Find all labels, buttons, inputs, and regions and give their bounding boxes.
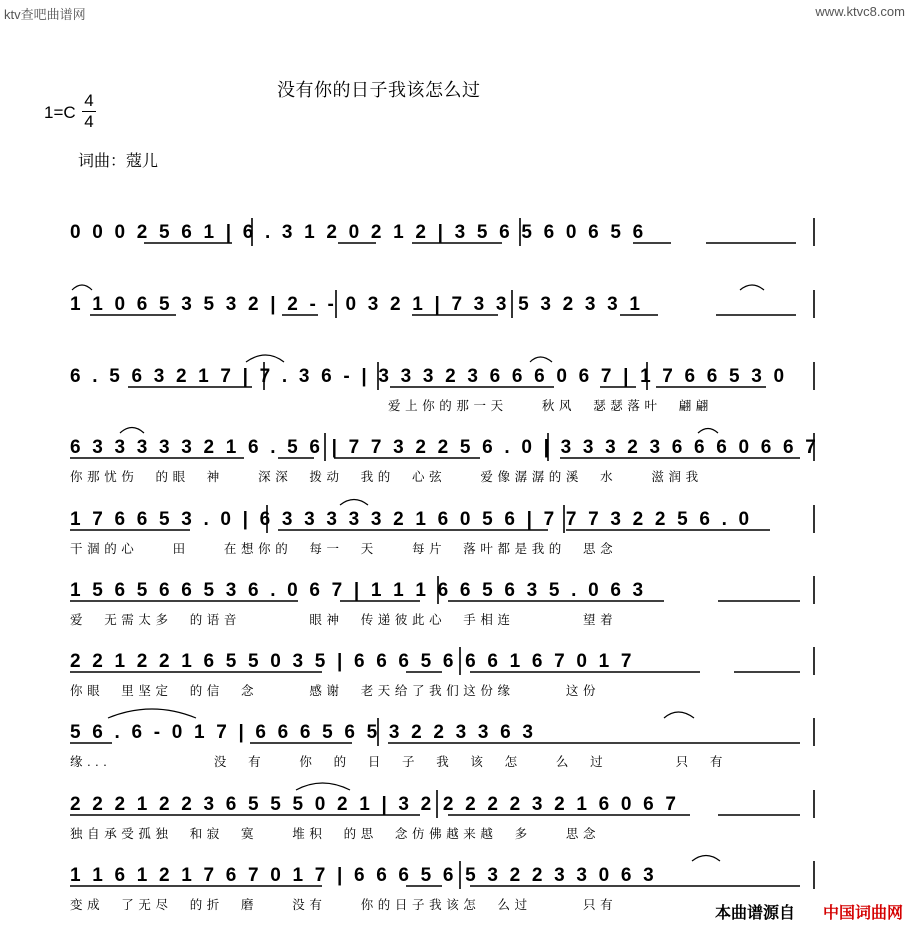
notation-line-4: 6 3 3 3 3 3 2 1 6 . 5 6 | 7 7 3 2 2 5 6 . 0 | 3 3 3 2 3 6 6 6 0 6 6 7	[70, 437, 820, 458]
lyric-line-5: 干涸的心 田 在想你的 每一 天 每片 落叶都是我的 思念	[70, 542, 618, 556]
notation-line-10: 1 1 6 1 2 1 7 6 7 0 1 7 | 6 6 6 5 6 5 3 2 2 3 3 0 6 3	[70, 865, 657, 886]
site-watermark-left[interactable]: ktv查吧曲谱网	[4, 7, 86, 22]
notation-line-8: 5 6 . 6 - 0 1 7 | 6 6 6 5 6 5 3 2 2 3 3 6 3	[70, 722, 537, 743]
lyric-line-4: 你那忧伤 的眼 神 深深 拨动 我的 心弦 爱像潺潺的溪 水 滋润我	[70, 470, 703, 484]
notation-line-3: 6 . 5 6 3 2 1 7 | 7 . 3 6 - | 3 3 3 2 3 6 6 6 0 6 7 | 1 7 6 6 5 3 0	[70, 366, 788, 387]
notation-line-6: 1 5 6 5 6 6 5 3 6 . 0 6 7 | 1 1 1 6 6 5 6 3 5 . 0 6 3	[70, 580, 647, 601]
lyric-line-7: 你眼 里坚定 的信 念 感谢 老天给了我们这份缘 这份	[70, 684, 601, 698]
key-signature: 1=C	[44, 103, 76, 122]
beam-underlines	[70, 243, 800, 886]
slur-ties	[72, 285, 764, 861]
notation-line-7: 2 2 1 2 2 1 6 5 5 0 3 5 | 6 6 6 5 6 6 6 1 6 7 0 1 7	[70, 651, 635, 672]
staff-barlines	[252, 218, 814, 889]
lyric-line-8: 缘... 没 有 你 的 日 子 我 该 怎 么 过 只 有	[70, 755, 727, 769]
footer-source-label: 本曲谱源自	[714, 905, 795, 922]
lyric-line-6: 爱 无需太多 的语音 眼神 传递彼此心 手相连 望着	[70, 613, 618, 627]
time-signature-bottom: 4	[84, 112, 94, 131]
footer-site-name[interactable]: 中国词曲网	[822, 905, 903, 922]
song-title: 没有你的日子我该怎么过	[277, 80, 481, 100]
time-signature-top: 4	[84, 91, 94, 110]
lyric-line-3: 爱上你的那一天 秋风 瑟瑟落叶 翩翩	[388, 399, 713, 413]
notation-line-9: 2 2 2 1 2 2 3 6 5 5 5 0 2 1 | 3 2 2 2 2 2 3 2 1 6 0 6 7	[70, 794, 680, 815]
song-credit: 词曲：蔻儿	[78, 153, 159, 170]
site-watermark-right[interactable]: www.ktvc8.com	[815, 4, 905, 19]
lyric-line-9: 独自承受孤独 和寂 寞 堆积 的思 念仿佛越来越 多 思念	[70, 827, 601, 841]
notation-line-1: 0 0 0 2 5 6 1 | 6 . 3 1 2 0 2 1 2 | 3 5 6 5 6 0 6 5 6	[70, 222, 647, 243]
lyric-line-10: 变成 了无尽 的折 磨 没有 你的日子我该怎 么过 只有	[70, 898, 618, 912]
notation-line-5: 1 7 6 6 5 3 . 0 | 6 3 3 3 3 3 2 1 6 0 5 6 | 7 7 7 3 2 2 5 6 . 0	[70, 509, 753, 530]
notation-line-2: 1 1 0 6 5 3 5 3 2 | 2 - - 0 3 2 1 | 7 3 3 5 3 2 3 3 1	[70, 294, 644, 315]
